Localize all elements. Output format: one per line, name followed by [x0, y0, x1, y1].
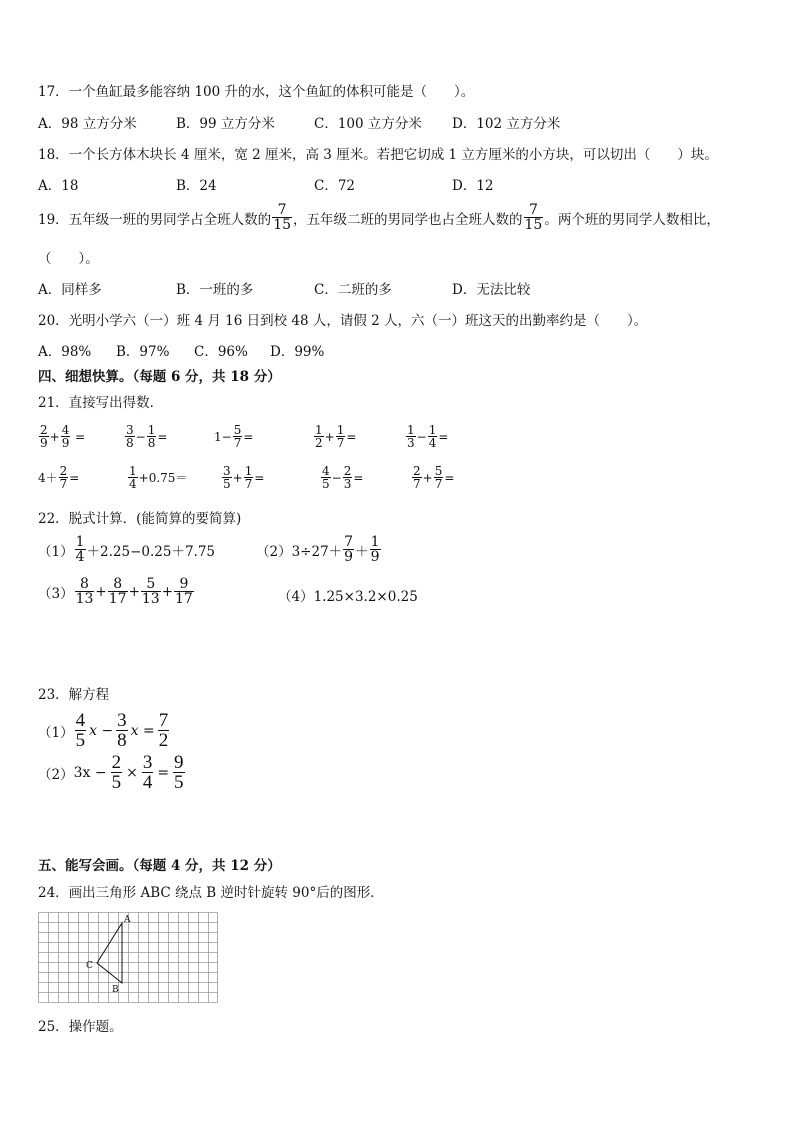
fraction-numerator: 7 [158, 710, 169, 731]
operator: + [232, 470, 243, 485]
q24-stem: 24．画出三角形 ABC 绕点 B 逆时针旋转 90°后的图形． [38, 885, 384, 901]
q17-option-b: B．99 立方分米 [176, 116, 275, 132]
fraction-denominator: 3 [407, 436, 415, 450]
q19-stem-part-b: ，五年级二班的男同学也占全班人数的 [293, 211, 523, 228]
fraction-numerator: 3 [126, 423, 134, 437]
fraction-numerator: 1 [75, 534, 85, 550]
fraction-numerator: 1 [147, 423, 156, 437]
fraction-denominator: 5 [75, 730, 86, 751]
equation-term: 3x − [73, 764, 107, 781]
operator: + [422, 470, 433, 485]
q23-stem: 23．解方程 [38, 687, 110, 703]
problem-label: （3） [38, 585, 74, 602]
q24-grid-figure [38, 912, 218, 1008]
vertex-label-a: A [124, 915, 131, 925]
fraction-numerator: 7 [344, 534, 354, 550]
fraction-numerator: 2 [59, 464, 68, 478]
problem-label: （2） [38, 766, 74, 783]
q17-stem: 17．一个鱼缸最多能容纳 100 升的水，这个鱼缸的体积可能是（ ）。 [38, 84, 475, 100]
operator: − [331, 470, 342, 485]
q23-equation-2 [38, 753, 186, 792]
fraction-numerator: 5 [434, 464, 443, 478]
equals-sign: = [157, 764, 170, 781]
fraction-denominator: 9 [61, 436, 70, 450]
expression-suffix: +0.75＝ [138, 471, 188, 485]
q19-fraction-1 [272, 203, 292, 232]
fraction-numerator: 3 [223, 464, 231, 478]
grid-lines [39, 913, 218, 1003]
fraction-numerator: 3 [117, 710, 127, 731]
operator: ＋ [355, 543, 369, 560]
vertex-label-c: C [86, 961, 93, 971]
expression-rest: ＋2.25−0.25＋7.75 [86, 543, 216, 560]
operator: × [126, 764, 138, 781]
fraction-denominator: 8 [117, 730, 127, 751]
q21-expr-10 [411, 465, 454, 490]
q19-option-c: C．二班的多 [314, 282, 392, 298]
fraction-denominator: 13 [141, 591, 160, 607]
equals-sign: = [69, 470, 80, 485]
fraction-denominator: 4 [428, 436, 437, 450]
q17-option-d: D．102 立方分米 [452, 116, 561, 132]
fraction-numerator: 1 [336, 423, 345, 437]
q21-expr-5 [405, 424, 448, 449]
q17-option-c: C．100 立方分米 [314, 116, 422, 132]
fraction-denominator: 7 [59, 477, 68, 491]
q22-problem-2 [256, 535, 382, 564]
fraction-numerator: 4 [322, 464, 330, 478]
section-4-title: 四、细想快算。（每题 6 分，共 18 分） [38, 369, 281, 385]
fraction-denominator: 2 [158, 730, 169, 751]
q20-stem: 20．光明小学六（一）班 4 月 16 日到校 48 人，请假 2 人，六（一）班这天的出勤率约是（ ）。 [38, 313, 648, 329]
fraction-denominator: 7 [233, 436, 242, 450]
fraction-denominator: 5 [322, 477, 330, 491]
fraction-denominator: 7 [434, 477, 443, 491]
fraction-numerator: 1 [129, 464, 137, 478]
equation-term: x − [89, 722, 114, 739]
q17-option-a: A．98 立方分米 [38, 116, 137, 132]
operator: + [161, 583, 174, 600]
vertex-label-b: B [112, 985, 119, 995]
fraction-numerator: 2 [40, 423, 48, 437]
problem-label: （1） [38, 543, 74, 560]
equals-sign: = [157, 429, 168, 444]
expression-prefix: 4＋ [38, 471, 58, 485]
q21-expr-9 [320, 465, 363, 490]
q18-option-c: C．72 [314, 178, 356, 194]
expression-prefix: 1− [214, 429, 232, 444]
q21-expr-1 [38, 424, 85, 449]
fraction-numerator: 5 [146, 576, 156, 592]
q21-expr-6 [38, 465, 79, 490]
fraction-numerator: 8 [80, 576, 89, 592]
fraction-numerator: 1 [407, 423, 415, 437]
fraction-numerator: 5 [233, 423, 242, 437]
fraction-denominator: 13 [75, 591, 94, 607]
fraction-denominator: 9 [344, 549, 354, 565]
q18-option-d: D．12 [452, 178, 494, 194]
q21-expr-2 [124, 424, 167, 449]
fraction-denominator: 7 [336, 436, 345, 450]
q22-problem-4: （4）1.25×3.2×0.25 [278, 589, 418, 605]
operator: + [95, 583, 107, 600]
fraction-numerator: 7 [277, 202, 287, 218]
fraction-denominator: 8 [147, 436, 156, 450]
fraction-numerator: 1 [315, 423, 323, 437]
q21-expr-8 [221, 465, 264, 490]
fraction-numerator: 4 [75, 710, 86, 731]
q19-option-a: A．同样多 [38, 282, 102, 298]
section-5-title: 五、能写会画。（每题 4 分，共 12 分） [38, 858, 281, 874]
fraction-denominator: 5 [174, 772, 184, 793]
fraction-denominator: 4 [142, 772, 153, 793]
fraction-denominator: 17 [175, 591, 193, 607]
fraction-numerator: 1 [428, 423, 437, 437]
operator: − [416, 429, 427, 444]
fraction-numerator: 4 [61, 423, 70, 437]
fraction-denominator: 5 [111, 772, 122, 793]
fraction-numerator: 9 [179, 576, 189, 592]
q19-stem [38, 203, 720, 232]
fraction-numerator: 2 [413, 464, 421, 478]
q20-option-b: B．97% [116, 344, 170, 360]
fraction-numerator: 3 [142, 752, 153, 773]
fraction-numerator: 8 [113, 576, 123, 592]
operator: + [324, 429, 335, 444]
fraction-denominator: 7 [413, 477, 421, 491]
q21-expr-7 [127, 465, 187, 490]
equals-sign: = [444, 470, 455, 485]
fraction-denominator: 15 [273, 217, 292, 233]
equals-sign: = [438, 429, 449, 444]
q19-blank: （ ）。 [38, 251, 99, 267]
fraction-denominator: 9 [40, 436, 48, 450]
fraction-numerator: 9 [174, 752, 184, 773]
fraction-numerator: 2 [343, 464, 352, 478]
q18-stem: 18．一个长方体木块长 4 厘米，宽 2 厘米，高 3 厘米。若把它切成 1 立方厘米的小方块，可以切出（ ）块。 [38, 147, 718, 163]
operator: + [128, 583, 140, 600]
q19-fraction-2 [524, 203, 544, 232]
fraction-denominator: 9 [370, 549, 380, 565]
equation-term: x = [130, 722, 155, 739]
equals-sign: = [254, 470, 265, 485]
q21-expr-4 [313, 424, 356, 449]
equals-sign: = [346, 429, 357, 444]
q19-stem-part-c: 。两个班的男同学人数相比， [544, 211, 720, 228]
q25-stem: 25．操作题。 [38, 1019, 123, 1035]
fraction-numerator: 7 [528, 202, 538, 218]
fraction-numerator: 1 [244, 464, 253, 478]
fraction-denominator: 5 [223, 477, 231, 491]
equals-sign: = [243, 429, 254, 444]
fraction-denominator: 2 [315, 436, 323, 450]
q20-option-a: A．98% [38, 344, 92, 360]
q18-option-b: B．24 [176, 178, 217, 194]
fraction-denominator: 3 [343, 477, 352, 491]
q21-stem: 21．直接写出得数． [38, 395, 164, 411]
fraction-denominator: 4 [75, 549, 85, 565]
q22-problem-1 [38, 535, 215, 564]
fraction-numerator: 2 [111, 752, 122, 773]
q19-stem-part-a: 19．五年级一班的男同学占全班人数的 [38, 211, 272, 228]
fraction-denominator: 4 [129, 477, 137, 491]
q20-option-d: D．99% [270, 344, 325, 360]
q22-problem-3 [38, 577, 195, 606]
problem-label: （2）3÷27＋ [256, 543, 343, 560]
q23-equation-1 [38, 711, 170, 750]
fraction-denominator: 15 [524, 217, 543, 233]
fraction-denominator: 17 [108, 591, 127, 607]
fraction-numerator: 1 [370, 534, 380, 550]
operator: − [135, 429, 146, 444]
q19-option-b: B．一班的多 [176, 282, 254, 298]
q21-expr-3 [214, 424, 253, 449]
equals-sign: = [71, 429, 86, 444]
operator: + [49, 429, 60, 444]
equals-sign: = [353, 470, 364, 485]
q22-stem: 22．脱式计算．(能简算的要简算) [38, 511, 242, 527]
q20-option-c: C．96% [194, 344, 248, 360]
q19-option-d: D．无法比较 [452, 282, 531, 298]
fraction-denominator: 8 [126, 436, 134, 450]
problem-label: （1） [38, 724, 74, 741]
fraction-denominator: 7 [244, 477, 253, 491]
q18-option-a: A．18 [38, 178, 79, 194]
